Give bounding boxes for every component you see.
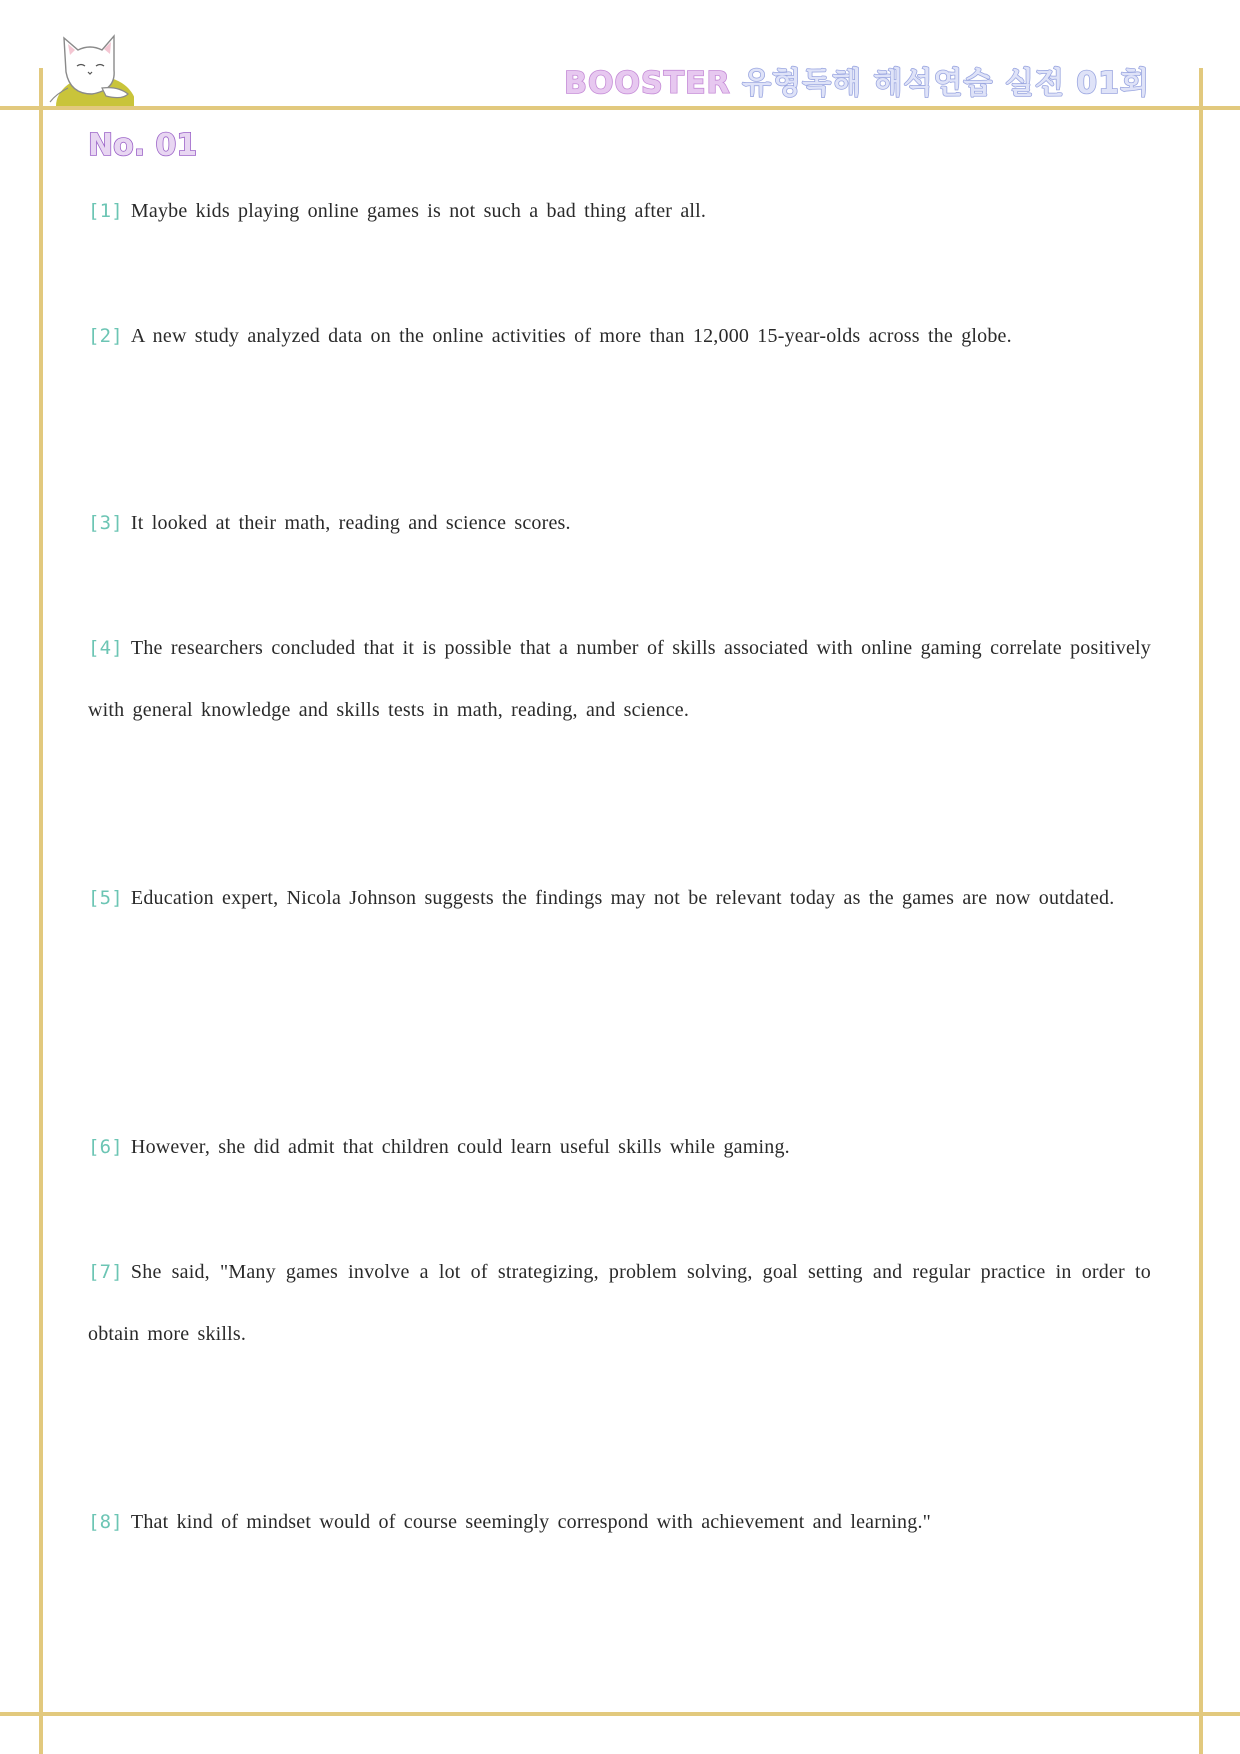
sentence-4 xyxy=(88,617,1151,741)
sentence-number: [4] xyxy=(88,637,123,659)
worksheet-title xyxy=(564,58,1150,102)
sentence-8 xyxy=(88,1491,1151,1553)
sentence-number: [1] xyxy=(88,200,123,222)
left-rule xyxy=(39,68,43,1754)
sentence-number: [2] xyxy=(88,325,123,347)
sentence-7 xyxy=(88,1241,1151,1365)
sentence-text: It looked at their math, reading and science scores. xyxy=(130,512,571,534)
sentence-number: [8] xyxy=(88,1511,123,1533)
sentence-number: [6] xyxy=(88,1136,123,1158)
sentence-text: She said, "Many games involve a lot of strategizing, problem solving, goal setting and regular practice in order to obtain more skills. xyxy=(88,1261,1151,1345)
sentence-2 xyxy=(88,305,1151,367)
right-rule xyxy=(1199,68,1203,1754)
sentence-text: Maybe kids playing online games is not such a bad thing after all. xyxy=(130,200,707,222)
sentence-text: However, she did admit that children could learn useful skills while gaming. xyxy=(130,1136,790,1158)
sentence-5 xyxy=(88,867,1151,929)
top-rule xyxy=(0,106,1240,110)
sentence-text: A new study analyzed data on the online activities of more than 12,000 15-year-olds across the globe. xyxy=(130,325,1012,347)
title-brand: BOOSTER xyxy=(564,66,731,101)
sentence-text: Education expert, Nicola Johnson suggests the findings may not be relevant today as the games are now outdated. xyxy=(130,887,1115,909)
sentence-number: [5] xyxy=(88,887,123,909)
problem-number: No. 01 xyxy=(88,128,198,163)
sentence-text: That kind of mindset would of course seemingly correspond with achievement and learning." xyxy=(130,1511,932,1533)
bottom-rule xyxy=(0,1712,1240,1716)
sentence-1 xyxy=(88,180,1151,242)
sentence-number: [3] xyxy=(88,512,123,534)
sentence-3 xyxy=(88,492,1151,554)
sentence-number: [7] xyxy=(88,1261,123,1283)
sentence-6 xyxy=(88,1116,1151,1178)
title-subtitle: 유형독해 해석연습 실전 01회 xyxy=(742,66,1150,101)
cat-mascot-icon xyxy=(44,28,134,106)
sentence-text: The researchers concluded that it is possible that a number of skills associated with online gaming correlate positively with general knowledge and skills tests in math, reading, and science. xyxy=(88,637,1151,721)
